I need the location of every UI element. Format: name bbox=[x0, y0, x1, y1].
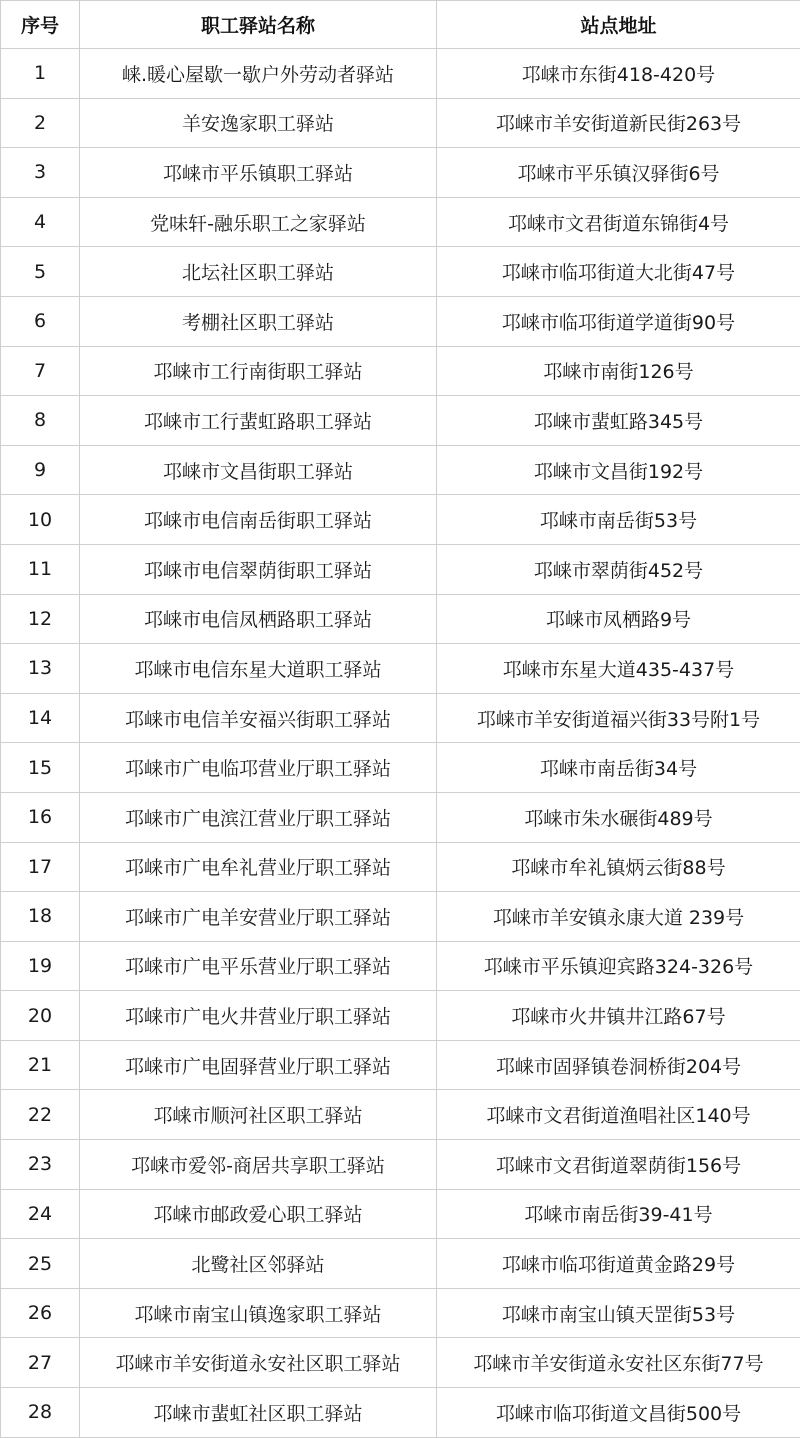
cell-no: 20 bbox=[1, 991, 80, 1041]
table-row bbox=[1, 49, 800, 99]
table-row bbox=[1, 1239, 800, 1289]
cell-station-name: 崃.暖心屋歇一歇户外劳动者驿站 bbox=[80, 49, 437, 99]
table-row bbox=[1, 445, 800, 495]
cell-station-address: 邛崃市平乐镇汉驿街6号 bbox=[437, 148, 800, 198]
cell-station-address: 邛崃市临邛街道大北街47号 bbox=[437, 247, 800, 297]
cell-no: 27 bbox=[1, 1338, 80, 1388]
cell-station-name: 北坛社区职工驿站 bbox=[80, 247, 437, 297]
table-row bbox=[1, 1140, 800, 1190]
cell-station-address: 邛崃市南岳街53号 bbox=[437, 495, 800, 545]
cell-station-name: 邛崃市工行蜚虹路职工驿站 bbox=[80, 396, 437, 446]
cell-no: 5 bbox=[1, 247, 80, 297]
cell-station-name: 邛崃市羊安街道永安社区职工驿站 bbox=[80, 1338, 437, 1388]
table-row bbox=[1, 495, 800, 545]
table-row bbox=[1, 1288, 800, 1338]
cell-no: 12 bbox=[1, 594, 80, 644]
table-row bbox=[1, 644, 800, 694]
table-row bbox=[1, 842, 800, 892]
cell-station-address: 邛崃市南岳街34号 bbox=[437, 743, 800, 793]
cell-station-address: 邛崃市羊安镇永康大道 239号 bbox=[437, 892, 800, 942]
table-body bbox=[1, 49, 800, 1438]
cell-station-name: 北鹭社区邻驿站 bbox=[80, 1239, 437, 1289]
cell-no: 4 bbox=[1, 197, 80, 247]
table-row bbox=[1, 98, 800, 148]
cell-station-name: 邛崃市电信东星大道职工驿站 bbox=[80, 644, 437, 694]
cell-no: 13 bbox=[1, 644, 80, 694]
header-row bbox=[1, 1, 800, 49]
cell-station-name: 邛崃市顺河社区职工驿站 bbox=[80, 1090, 437, 1140]
table-row bbox=[1, 991, 800, 1041]
cell-station-address: 邛崃市蜚虹路345号 bbox=[437, 396, 800, 446]
cell-station-address: 邛崃市文君街道渔唱社区140号 bbox=[437, 1090, 800, 1140]
cell-station-address: 邛崃市文昌街192号 bbox=[437, 445, 800, 495]
table-row bbox=[1, 544, 800, 594]
table-row bbox=[1, 296, 800, 346]
cell-station-address: 邛崃市文君街道东锦街4号 bbox=[437, 197, 800, 247]
cell-station-address: 邛崃市临邛街道文昌街500号 bbox=[437, 1388, 800, 1438]
cell-station-address: 邛崃市南宝山镇天罡街53号 bbox=[437, 1288, 800, 1338]
table-row bbox=[1, 1189, 800, 1239]
cell-station-name: 邛崃市电信凤栖路职工驿站 bbox=[80, 594, 437, 644]
table-row bbox=[1, 1040, 800, 1090]
cell-station-name: 党味轩-融乐职工之家驿站 bbox=[80, 197, 437, 247]
cell-no: 10 bbox=[1, 495, 80, 545]
cell-no: 25 bbox=[1, 1239, 80, 1289]
cell-station-address: 邛崃市南街126号 bbox=[437, 346, 800, 396]
table-row bbox=[1, 693, 800, 743]
cell-station-name: 羊安逸家职工驿站 bbox=[80, 98, 437, 148]
cell-no: 28 bbox=[1, 1388, 80, 1438]
cell-station-address: 邛崃市文君街道翠荫街156号 bbox=[437, 1140, 800, 1190]
cell-station-address: 邛崃市羊安街道永安社区东街77号 bbox=[437, 1338, 800, 1388]
cell-no: 19 bbox=[1, 941, 80, 991]
cell-station-name: 邛崃市文昌街职工驿站 bbox=[80, 445, 437, 495]
cell-station-name: 邛崃市广电火井营业厅职工驿站 bbox=[80, 991, 437, 1041]
cell-no: 26 bbox=[1, 1288, 80, 1338]
table-row bbox=[1, 148, 800, 198]
cell-station-name: 邛崃市广电临邛营业厅职工驿站 bbox=[80, 743, 437, 793]
cell-station-address: 邛崃市临邛街道学道街90号 bbox=[437, 296, 800, 346]
cell-station-name: 邛崃市广电羊安营业厅职工驿站 bbox=[80, 892, 437, 942]
cell-station-address: 邛崃市凤栖路9号 bbox=[437, 594, 800, 644]
table-row bbox=[1, 346, 800, 396]
cell-station-address: 邛崃市临邛街道黄金路29号 bbox=[437, 1239, 800, 1289]
cell-station-name: 邛崃市广电固驿营业厅职工驿站 bbox=[80, 1040, 437, 1090]
cell-station-name: 邛崃市电信南岳街职工驿站 bbox=[80, 495, 437, 545]
cell-no: 14 bbox=[1, 693, 80, 743]
table-row bbox=[1, 1090, 800, 1140]
cell-station-address: 邛崃市东街418-420号 bbox=[437, 49, 800, 99]
cell-no: 24 bbox=[1, 1189, 80, 1239]
cell-no: 18 bbox=[1, 892, 80, 942]
table-row bbox=[1, 247, 800, 297]
cell-station-name: 邛崃市工行南街职工驿站 bbox=[80, 346, 437, 396]
cell-no: 3 bbox=[1, 148, 80, 198]
cell-station-address: 邛崃市翠荫街452号 bbox=[437, 544, 800, 594]
cell-station-address: 邛崃市东星大道435-437号 bbox=[437, 644, 800, 694]
cell-station-address: 邛崃市南岳街39-41号 bbox=[437, 1189, 800, 1239]
cell-no: 6 bbox=[1, 296, 80, 346]
table-row bbox=[1, 594, 800, 644]
table-row bbox=[1, 396, 800, 446]
cell-station-address: 邛崃市固驿镇卷洞桥街204号 bbox=[437, 1040, 800, 1090]
cell-station-name: 邛崃市电信翠荫街职工驿站 bbox=[80, 544, 437, 594]
cell-station-address: 邛崃市羊安街道新民街263号 bbox=[437, 98, 800, 148]
cell-station-name: 邛崃市蜚虹社区职工驿站 bbox=[80, 1388, 437, 1438]
cell-station-name: 邛崃市邮政爱心职工驿站 bbox=[80, 1189, 437, 1239]
table-row bbox=[1, 792, 800, 842]
cell-station-address: 邛崃市平乐镇迎宾路324-326号 bbox=[437, 941, 800, 991]
table-row bbox=[1, 941, 800, 991]
cell-station-name: 邛崃市南宝山镇逸家职工驿站 bbox=[80, 1288, 437, 1338]
table-row bbox=[1, 1388, 800, 1438]
cell-no: 7 bbox=[1, 346, 80, 396]
cell-station-address: 邛崃市羊安街道福兴街33号附1号 bbox=[437, 693, 800, 743]
cell-no: 23 bbox=[1, 1140, 80, 1190]
cell-station-name: 邛崃市广电牟礼营业厅职工驿站 bbox=[80, 842, 437, 892]
cell-station-name: 考棚社区职工驿站 bbox=[80, 296, 437, 346]
cell-no: 21 bbox=[1, 1040, 80, 1090]
header-address: 站点地址 bbox=[437, 1, 800, 49]
cell-no: 22 bbox=[1, 1090, 80, 1140]
cell-station-address: 邛崃市朱水碾街489号 bbox=[437, 792, 800, 842]
table-row bbox=[1, 892, 800, 942]
cell-station-name: 邛崃市电信羊安福兴街职工驿站 bbox=[80, 693, 437, 743]
cell-no: 15 bbox=[1, 743, 80, 793]
cell-no: 1 bbox=[1, 49, 80, 99]
cell-station-address: 邛崃市牟礼镇炳云街88号 bbox=[437, 842, 800, 892]
header-name: 职工驿站名称 bbox=[80, 1, 437, 49]
cell-no: 17 bbox=[1, 842, 80, 892]
table-row bbox=[1, 1338, 800, 1388]
cell-station-address: 邛崃市火井镇井江路67号 bbox=[437, 991, 800, 1041]
header-no: 序号 bbox=[1, 1, 80, 49]
cell-no: 9 bbox=[1, 445, 80, 495]
cell-station-name: 邛崃市平乐镇职工驿站 bbox=[80, 148, 437, 198]
cell-no: 8 bbox=[1, 396, 80, 446]
cell-no: 11 bbox=[1, 544, 80, 594]
cell-no: 16 bbox=[1, 792, 80, 842]
table-row bbox=[1, 743, 800, 793]
cell-station-name: 邛崃市广电平乐营业厅职工驿站 bbox=[80, 941, 437, 991]
cell-no: 2 bbox=[1, 98, 80, 148]
cell-station-name: 邛崃市爱邻-商居共享职工驿站 bbox=[80, 1140, 437, 1190]
table-row bbox=[1, 197, 800, 247]
cell-station-name: 邛崃市广电滨江营业厅职工驿站 bbox=[80, 792, 437, 842]
